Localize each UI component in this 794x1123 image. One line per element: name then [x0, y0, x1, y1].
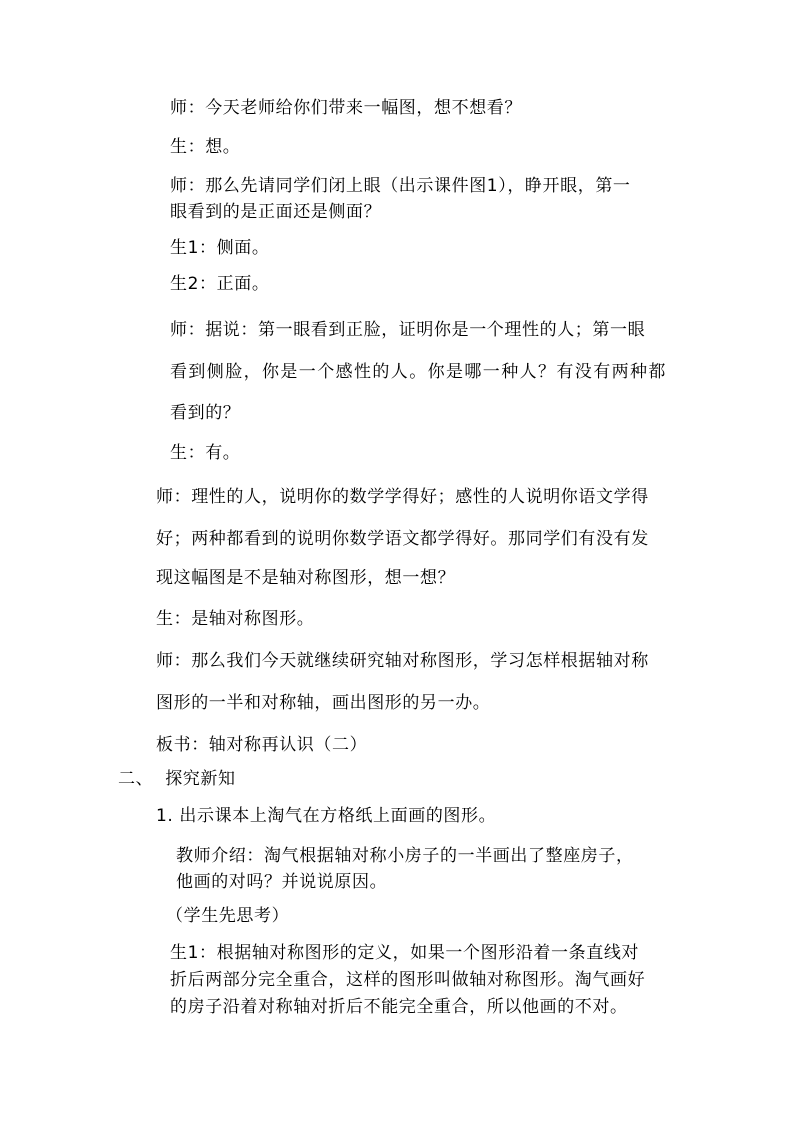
- paragraph-line: 好；两种都看到的说明你数学语文都学得好。那同学们有没有发: [156, 529, 649, 549]
- paragraph-line: 折后两部分完全重合，这样的图形叫做轴对称图形。淘气画好: [170, 970, 646, 990]
- paragraph-line: 师：那么先请同学们闭上眼（出示课件图1），睁开眼，第一: [170, 176, 631, 196]
- paragraph-line: 的房子沿着对称轴对折后不能完全重合，所以他画的不对。: [170, 997, 628, 1017]
- paragraph-line: 教师介绍：淘气根据轴对称小房子的一半画出了整座房子，: [176, 846, 634, 866]
- paragraph-line: 生：有。: [170, 443, 241, 463]
- paragraph-line: 他画的对吗？并说说原因。: [176, 872, 388, 892]
- section-heading: 二、 探究新知: [118, 769, 236, 789]
- paragraph-line: 师：据说：第一眼看到正脸，证明你是一个理性的人；第一眼: [170, 320, 646, 340]
- paragraph-line: （学生先思考）: [166, 906, 290, 926]
- paragraph-line: 看到的？: [170, 403, 241, 423]
- paragraph-line: 图形的一半和对称轴，画出图形的另一办。: [156, 693, 491, 713]
- paragraph-line: 师：今天老师给你们带来一幅图，想不想看？: [170, 98, 522, 118]
- paragraph-line: 生：想。: [170, 137, 241, 157]
- paragraph-line: 看到侧脸，你是一个感性的人。你是哪一种人？有没有两种都: [170, 362, 667, 382]
- paragraph-line: 现这幅图是不是轴对称图形，想一想？: [156, 568, 456, 588]
- paragraph-line: 生2：正面。: [170, 274, 270, 294]
- paragraph-line: 生1：侧面。: [170, 238, 270, 258]
- paragraph-line: 生：是轴对称图形。: [156, 609, 315, 629]
- paragraph-line: 生1：根据轴对称图形的定义，如果一个图形沿着一条直线对: [170, 943, 640, 963]
- paragraph-line: 师：理性的人，说明你的数学学得好；感性的人说明你语文学得: [156, 487, 649, 507]
- paragraph-line: 1. 出示课本上淘气在方格纸上面画的图形。: [156, 806, 497, 826]
- paragraph-line: 板书：轴对称再认识（二）: [156, 735, 368, 755]
- paragraph-line: 眼看到的是正面还是侧面？: [170, 202, 382, 222]
- paragraph-line: 师：那么我们今天就继续研究轴对称图形，学习怎样根据轴对称: [156, 651, 649, 671]
